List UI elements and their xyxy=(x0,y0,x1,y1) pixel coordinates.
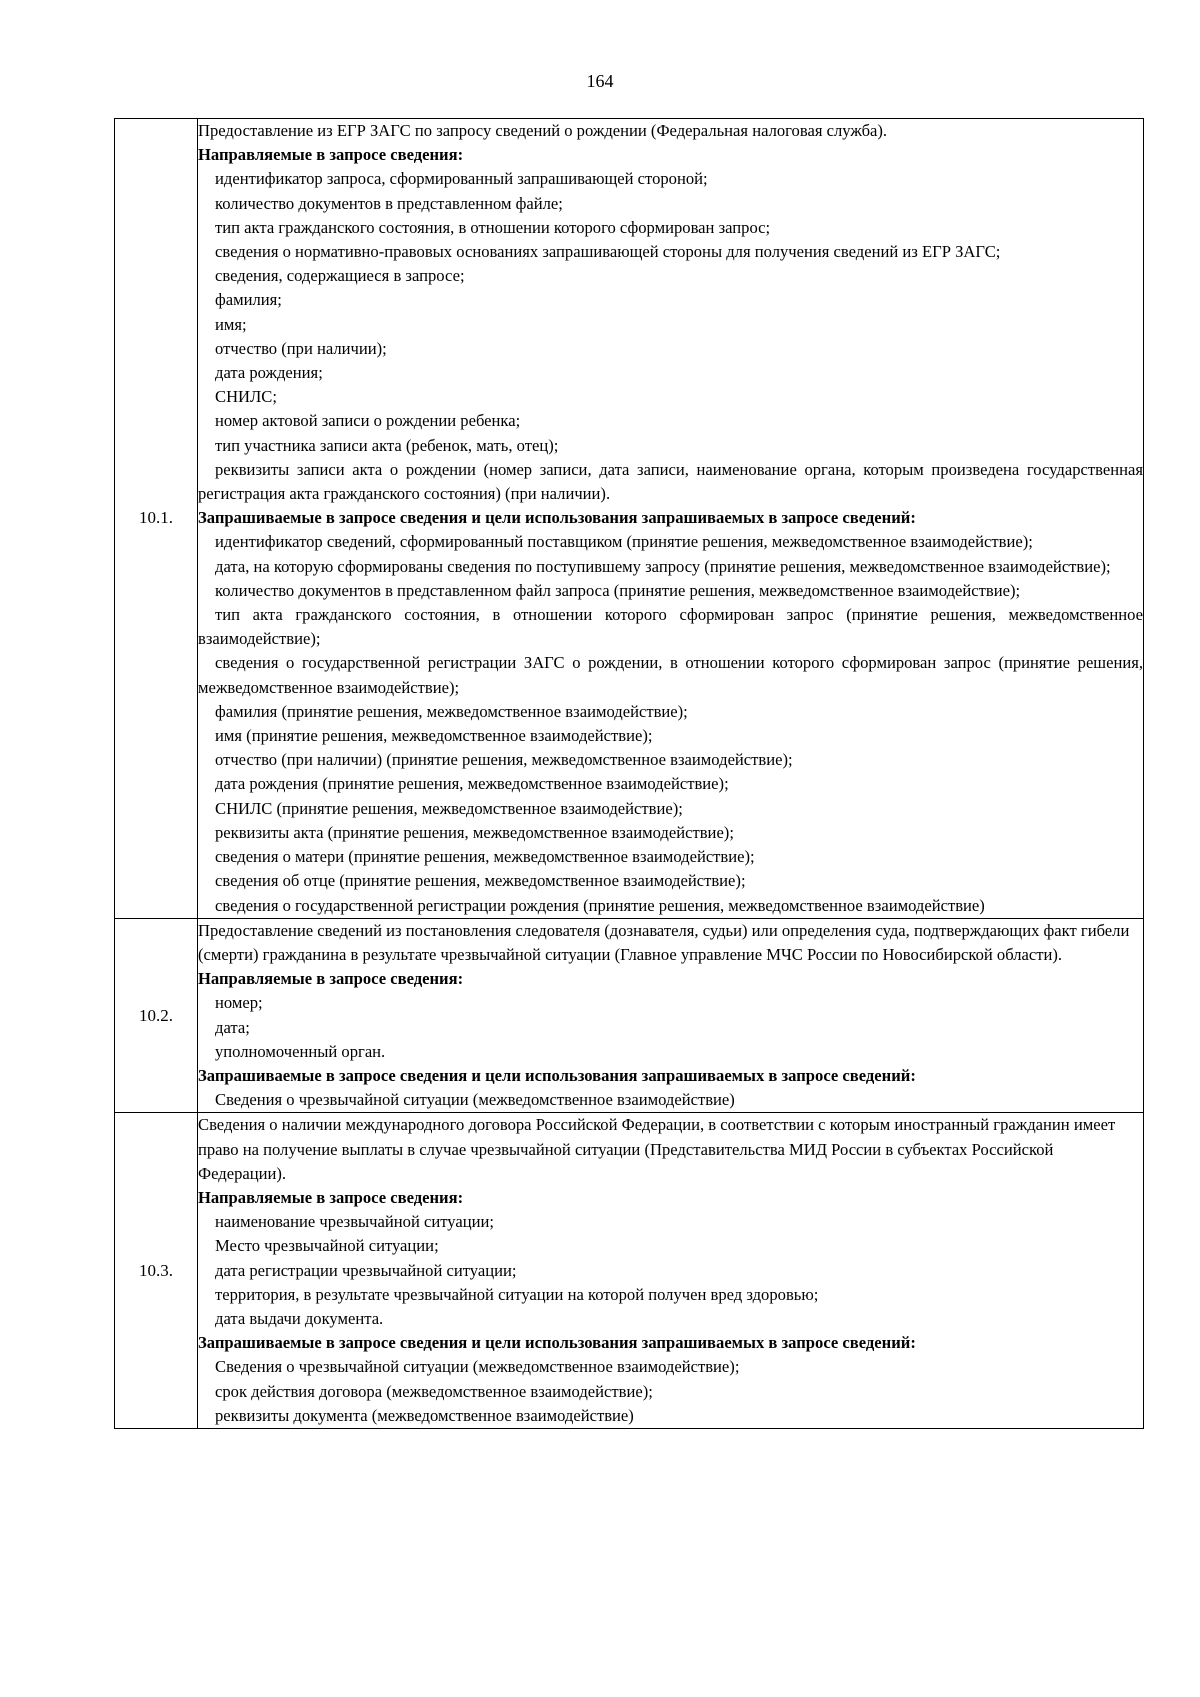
sent-item: тип участника записи акта (ребенок, мать, отец); xyxy=(215,435,559,455)
sent-item: количество документов в представленном файле; xyxy=(215,193,563,213)
table-row xyxy=(115,918,1144,1113)
requested-item: Сведения о чрезвычайной ситуации (межведомственное взаимодействие) xyxy=(215,1090,735,1110)
requested-item: сведения о государственной регистрации ЗАГС о рождении, в отношении которого сформирован запрос (принятие решения, межведомственное взаимодействие); xyxy=(198,653,1143,697)
requested-item: тип акта гражданского состояния, в отношении которого сформирован запрос (принятие решения, межведомственное взаимодействие); xyxy=(198,605,1143,649)
requested-item: фамилия (принятие решения, межведомственное взаимодействие); xyxy=(215,701,688,721)
sent-item: реквизиты записи акта о рождении (номер записи, дата записи, наименование органа, которым произведена государственная регистрация акта гражданского состояния) (при наличии). xyxy=(198,459,1143,504)
requested-item: Сведения о чрезвычайной ситуации (межведомственное взаимодействие); xyxy=(215,1357,740,1377)
sent-heading: Направляемые в запросе сведения: xyxy=(198,1187,464,1207)
requested-heading: Запрашиваемые в запросе сведения и цели использования запрашиваемых в запросе сведений: xyxy=(198,508,916,528)
sent-item: наименование чрезвычайной ситуации; xyxy=(215,1212,494,1232)
sent-item: идентификатор запроса, сформированный запрашивающей стороной; xyxy=(215,169,708,189)
row-content xyxy=(198,1113,1144,1429)
requested-item: имя (принятие решения, межведомственное взаимодействие); xyxy=(215,726,653,746)
sent-item: территория, в результате чрезвычайной ситуации на которой получен вред здоровью; xyxy=(215,1284,819,1304)
requested-item: сведения об отце (принятие решения, межведомственное взаимодействие); xyxy=(215,871,746,891)
requested-item: отчество (при наличии) (принятие решения, межведомственное взаимодействие); xyxy=(215,750,793,770)
sent-heading: Направляемые в запросе сведения: xyxy=(198,969,464,989)
sent-item: дата рождения; xyxy=(215,363,323,383)
requested-heading: Запрашиваемые в запросе сведения и цели использования запрашиваемых в запросе сведений: xyxy=(198,1333,916,1353)
row-title: Предоставление из ЕГР ЗАГС по запросу сведений о рождении (Федеральная налоговая служба). xyxy=(198,121,888,140)
sent-item: дата регистрации чрезвычайной ситуации; xyxy=(215,1260,517,1280)
sent-item: дата выдачи документа. xyxy=(215,1308,384,1328)
requested-item: сведения о государственной регистрации рождения (принятие решения, межведомственное взаимодействие) xyxy=(215,895,985,915)
sent-item: уполномоченный орган. xyxy=(215,1041,386,1061)
sent-item: сведения, содержащиеся в запросе; xyxy=(215,266,465,286)
requested-item: дата, на которую сформированы сведения по поступившему запросу (принятие решения, межведомственное взаимодействие); xyxy=(215,556,1111,576)
sent-item: отчество (при наличии); xyxy=(215,338,387,358)
row-content xyxy=(198,918,1144,1113)
sent-heading: Направляемые в запросе сведения: xyxy=(198,145,464,165)
sent-item: фамилия; xyxy=(215,290,282,310)
requested-item: сведения о матери (принятие решения, межведомственное взаимодействие); xyxy=(215,847,755,867)
sent-item: Место чрезвычайной ситуации; xyxy=(215,1236,439,1256)
row-number: 10.2. xyxy=(115,918,198,1113)
requested-item: реквизиты акта (принятие решения, межведомственное взаимодействие); xyxy=(215,822,734,842)
sent-item: сведения о нормативно-правовых основаниях запрашивающей стороны для получения сведений из ЕГР ЗАГС; xyxy=(215,242,1001,262)
sent-item: СНИЛС; xyxy=(215,387,277,407)
requested-item: количество документов в представленном файл запроса (принятие решения, межведомственное взаимодействие); xyxy=(215,580,1021,600)
requested-item: реквизиты документа (межведомственное взаимодействие) xyxy=(215,1405,634,1425)
requests-table xyxy=(114,118,1144,1429)
sent-item: дата; xyxy=(215,1017,250,1037)
row-content xyxy=(198,119,1144,919)
sent-item: номер актовой записи о рождении ребенка; xyxy=(215,411,521,431)
table-row xyxy=(115,119,1144,919)
sent-item: номер; xyxy=(215,993,263,1013)
requested-item: СНИЛС (принятие решения, межведомственное взаимодействие); xyxy=(215,798,683,818)
row-title: Предоставление сведений из постановления следователя (дознавателя, судьи) или определения суда, подтверждающих факт гибели (смерти) гражданина в результате чрезвычайной ситуации (Главное управление МЧС России по Новосибирской области). xyxy=(198,920,1130,964)
requested-item: срок действия договора (межведомственное взаимодействие); xyxy=(215,1381,653,1401)
row-title: Сведения о наличии международного договора Российской Федерации, в соответствии с которым иностранный гражданин имеет право на получение выплаты в случае чрезвычайной ситуации (Представительства МИД России в субъектах Российской Федерации). xyxy=(198,1115,1116,1183)
requested-item: дата рождения (принятие решения, межведомственное взаимодействие); xyxy=(215,774,729,794)
table-row xyxy=(115,1113,1144,1429)
row-number: 10.3. xyxy=(115,1113,198,1429)
requested-heading: Запрашиваемые в запросе сведения и цели использования запрашиваемых в запросе сведений: xyxy=(198,1065,916,1085)
requested-item: идентификатор сведений, сформированный поставщиком (принятие решения, межведомственное взаимодействие); xyxy=(215,532,1033,552)
sent-item: тип акта гражданского состояния, в отношении которого сформирован запрос; xyxy=(215,217,771,237)
row-number: 10.1. xyxy=(115,119,198,919)
sent-item: имя; xyxy=(215,314,247,334)
page-number: 164 xyxy=(586,71,614,91)
